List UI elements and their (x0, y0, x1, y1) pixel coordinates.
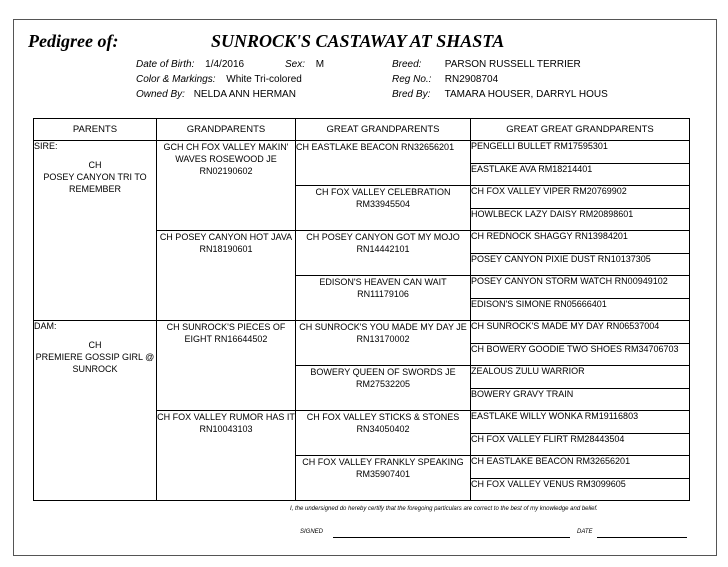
grandparent-1: GCH CH FOX VALLEY MAKIN' WAVES ROSEWOOD JE RN02190602 (157, 141, 296, 231)
great-grandparent-4: EDISON'S HEAVEN CAN WAIT RN11179106 (296, 276, 471, 321)
header-row (34, 119, 690, 141)
owner-value: NELDA ANN HERMAN (193, 89, 296, 100)
grandparent-4: CH FOX VALLEY RUMOR HAS IT RN10043103 (157, 411, 296, 501)
date-label: DATE (577, 529, 593, 535)
bred-label: Bred By: (392, 89, 431, 100)
great-grandparent-1: CH EASTLAKE BEACON RN32656201 (296, 141, 471, 186)
great-grandparent-3: CH POSEY CANYON GOT MY MOJO RN14442101 (296, 231, 471, 276)
breed-value: PARSON RUSSELL TERRIER (444, 59, 581, 70)
dog-name: SUNROCK'S CASTAWAY AT SHASTA (211, 31, 505, 51)
pedigree-table (33, 118, 690, 501)
great-great-grandparent-5: CH REDNOCK SHAGGY RN13984201 (471, 231, 690, 254)
sire-name: CH POSEY CANYON TRI TO REMEMBER (43, 160, 147, 194)
sire-cell (34, 141, 157, 321)
great-great-grandparent-10: CH BOWERY GOODIE TWO SHOES RM34706703 (471, 343, 690, 366)
great-great-grandparent-13: EASTLAKE WILLY WONKA RM19116803 (471, 411, 690, 434)
grandparent-3: CH SUNROCK'S PIECES OF EIGHT RN16644502 (157, 321, 296, 411)
sex-value: M (315, 59, 325, 70)
great-great-grandparent-11: ZEALOUS ZULU WARRIOR (471, 366, 690, 389)
dob-label: Date of Birth: (136, 59, 195, 70)
sire-label: SIRE: (34, 141, 58, 151)
sex-label: Sex: (285, 59, 306, 70)
reg-label: Reg No.: (392, 74, 432, 85)
col-header-great-great-grandparents: GREAT GREAT GRANDPARENTS (471, 119, 690, 141)
col-header-parents: PARENTS (34, 119, 157, 141)
color-value: White Tri-colored (226, 74, 302, 85)
pedigree-title-label: Pedigree of: (28, 31, 119, 51)
color-row (136, 74, 302, 85)
color-label: Color & Markings: (136, 74, 216, 85)
great-grandparent-6: BOWERY QUEEN OF SWORDS JE RM27532205 (296, 366, 471, 411)
great-grandparent-5: CH SUNROCK'S YOU MADE MY DAY JE RN13170002 (296, 321, 471, 366)
great-great-grandparent-9: CH SUNROCK'S MADE MY DAY RN06537004 (471, 321, 690, 344)
sex-row (285, 59, 324, 70)
great-great-grandparent-8: EDISON'S SIMONE RN05666401 (471, 298, 690, 321)
great-great-grandparent-1: PENGELLI BULLET RM17595301 (471, 141, 690, 164)
reg-row (392, 74, 498, 85)
col-header-grandparents: GRANDPARENTS (157, 119, 296, 141)
certification-text: I, the undersigned do hereby certify that the foregoing particulars are correct to the best of my knowledge and belief. (290, 506, 598, 512)
dob-value: 1/4/2016 (205, 59, 245, 70)
great-grandparent-8: CH FOX VALLEY FRANKLY SPEAKING RM35907401 (296, 456, 471, 501)
breed-label: Breed: (392, 59, 422, 70)
grandparent-2: CH POSEY CANYON HOT JAVA RN18190601 (157, 231, 296, 321)
great-great-grandparent-6: POSEY CANYON PIXIE DUST RN10137305 (471, 253, 690, 276)
reg-value: RN2908704 (444, 74, 499, 85)
great-great-grandparent-15: CH EASTLAKE BEACON RM32656201 (471, 456, 690, 479)
bred-row (392, 89, 608, 100)
signed-label: SIGNED (300, 529, 324, 535)
great-grandparent-2: CH FOX VALLEY CELEBRATION RM33945504 (296, 186, 471, 231)
great-great-grandparent-7: POSEY CANYON STORM WATCH RN00949102 (471, 276, 690, 299)
great-great-grandparent-14: CH FOX VALLEY FLIRT RM28443504 (471, 433, 690, 456)
col-header-great-grandparents: GREAT GRANDPARENTS (296, 119, 471, 141)
bred-value: TAMARA HOUSER, DARRYL HOUS (444, 89, 608, 100)
great-great-grandparent-3: CH FOX VALLEY VIPER RM20769902 (471, 186, 690, 209)
great-great-grandparent-16: CH FOX VALLEY VENUS RM3099605 (471, 478, 690, 501)
date-line[interactable] (597, 537, 687, 538)
owner-row (136, 89, 296, 100)
great-grandparent-7: CH FOX VALLEY STICKS & STONES RN34050402 (296, 411, 471, 456)
breed-row (392, 59, 581, 70)
great-great-grandparent-12: BOWERY GRAVY TRAIN (471, 388, 690, 411)
great-great-grandparent-2: EASTLAKE AVA RM18214401 (471, 163, 690, 186)
dob-row (136, 59, 244, 70)
signature-line[interactable] (333, 537, 570, 538)
dam-name: CH PREMIERE GOSSIP GIRL @ SUNROCK (35, 340, 155, 374)
great-great-grandparent-4: HOWLBECK LAZY DAISY RM20898601 (471, 208, 690, 231)
dam-cell (34, 321, 157, 501)
owner-label: Owned By: (136, 89, 185, 100)
dam-label: DAM: (34, 321, 57, 331)
